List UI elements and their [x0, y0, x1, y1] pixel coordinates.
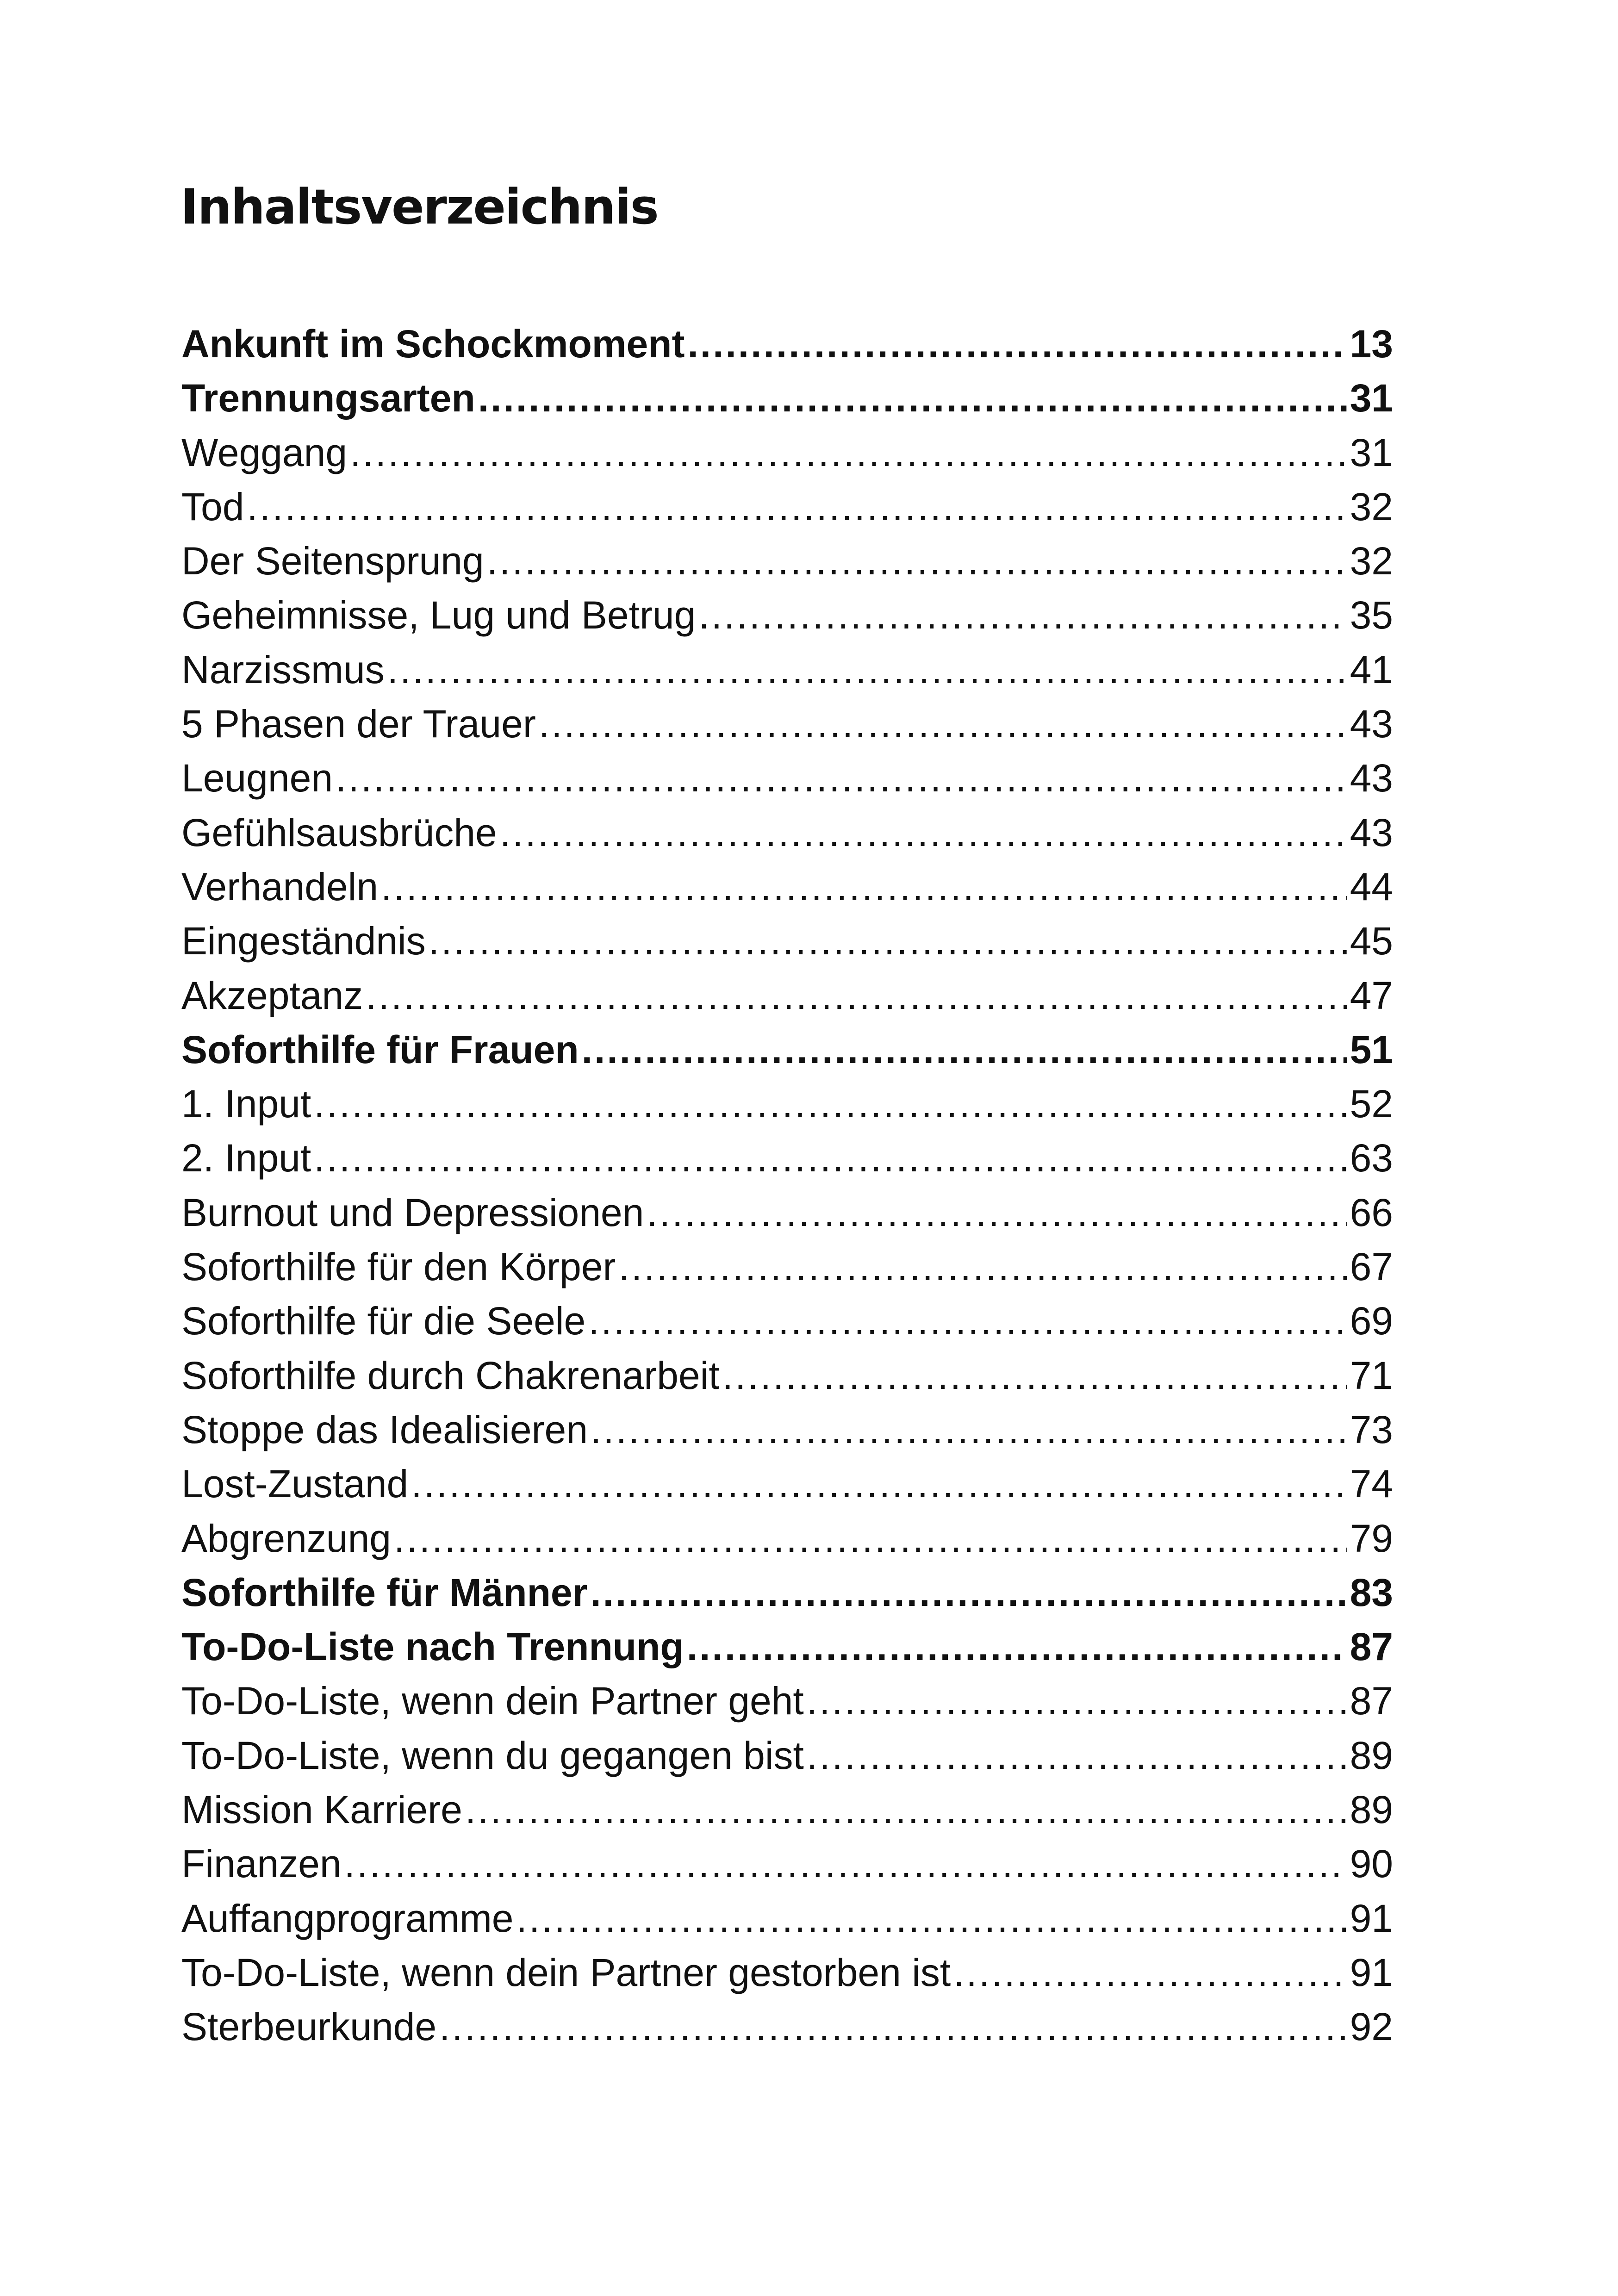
toc-entry[interactable]	[181, 371, 1393, 425]
toc-entry-label: To-Do-Liste, wenn dein Partner geht	[181, 1679, 804, 1723]
toc-entry[interactable]	[181, 1783, 1393, 1837]
toc-entry-page: 91	[1350, 1896, 1393, 1940]
dot-leader	[439, 2000, 1347, 2054]
toc-entry[interactable]	[181, 643, 1393, 697]
dot-leader	[314, 1077, 1347, 1131]
toc-entry[interactable]	[181, 1457, 1393, 1511]
toc-entry-page: 87	[1350, 1679, 1393, 1723]
toc-entry-label: Mission Karriere	[181, 1788, 462, 1832]
toc-entry-label: Narzissmus	[181, 647, 385, 691]
toc-entry[interactable]	[181, 1512, 1393, 1566]
toc-entry[interactable]	[181, 1946, 1393, 2000]
toc-entry[interactable]	[181, 806, 1393, 860]
dot-leader	[429, 914, 1347, 968]
toc-entry-label: Geheimnisse, Lug und Betrug	[181, 593, 696, 637]
toc-entry[interactable]	[181, 1186, 1393, 1240]
toc-entry[interactable]	[181, 1077, 1393, 1131]
toc-entry-page: 66	[1350, 1190, 1393, 1234]
toc-entry[interactable]	[181, 697, 1393, 751]
toc-entry-page: 31	[1350, 376, 1393, 420]
toc-entry-label: Verhandeln	[181, 865, 379, 908]
toc-entry-label: Auffangprogramme	[181, 1896, 514, 1940]
dot-leader	[698, 588, 1347, 642]
toc-entry-page: 69	[1350, 1299, 1393, 1343]
dot-leader	[687, 317, 1347, 371]
toc-entry-label: Soforthilfe für die Seele	[181, 1299, 586, 1343]
toc-entry-label: To-Do-Liste nach Trennung	[181, 1625, 684, 1669]
toc-entry[interactable]	[181, 1294, 1393, 1348]
dot-leader	[687, 1620, 1347, 1674]
toc-entry[interactable]	[181, 588, 1393, 642]
dot-leader	[366, 969, 1347, 1023]
toc-entry-label: Soforthilfe für Männer	[181, 1570, 588, 1614]
toc-entry-page: 43	[1350, 810, 1393, 854]
toc-entry[interactable]	[181, 1729, 1393, 1783]
toc-entry-label: 1. Input	[181, 1082, 311, 1126]
toc-entry[interactable]	[181, 1892, 1393, 1946]
toc-entry-label: Finanzen	[181, 1842, 342, 1886]
dot-leader	[953, 1946, 1347, 2000]
toc-entry[interactable]	[181, 1240, 1393, 1294]
dot-leader	[591, 1403, 1347, 1457]
dot-leader	[582, 1023, 1347, 1077]
toc-entry-page: 71	[1350, 1353, 1393, 1397]
toc-entry[interactable]	[181, 1566, 1393, 1620]
dot-leader	[647, 1186, 1347, 1240]
toc-entry-page: 35	[1350, 593, 1393, 637]
dot-leader	[487, 534, 1347, 588]
toc-entry-page: 74	[1350, 1462, 1393, 1506]
toc-entry-label: Tod	[181, 485, 244, 529]
toc-entry-label: Sterbeurkunde	[181, 2005, 437, 2049]
toc-entry-label: Ankunft im Schockmoment	[181, 322, 685, 366]
dot-leader	[807, 1729, 1347, 1783]
toc-entry-page: 47	[1350, 973, 1393, 1017]
toc-entry-page: 67	[1350, 1245, 1393, 1289]
toc-entry[interactable]	[181, 480, 1393, 534]
toc-entry[interactable]	[181, 1837, 1393, 1891]
toc-entry-page: 91	[1350, 1950, 1393, 1994]
toc-entry-label: 5 Phasen der Trauer	[181, 702, 536, 746]
toc-entry[interactable]	[181, 969, 1393, 1023]
toc-entry-page: 79	[1350, 1516, 1393, 1560]
dot-leader	[539, 697, 1347, 751]
toc-entry-label: Burnout und Depressionen	[181, 1190, 644, 1234]
dot-leader	[500, 806, 1347, 860]
dot-leader	[588, 1294, 1347, 1348]
toc-entry-page: 90	[1350, 1842, 1393, 1886]
toc-entry-page: 43	[1350, 702, 1393, 746]
dot-leader	[411, 1457, 1347, 1511]
dot-leader	[336, 751, 1347, 805]
toc-entry-page: 63	[1350, 1136, 1393, 1180]
dot-leader	[722, 1349, 1347, 1403]
toc-entry-label: Gefühlsausbrüche	[181, 810, 497, 854]
toc-entry-page: 41	[1350, 647, 1393, 691]
dot-leader	[619, 1240, 1347, 1294]
dot-leader	[381, 860, 1347, 914]
toc-entry-label: Stoppe das Idealisieren	[181, 1407, 588, 1451]
toc-entry[interactable]	[181, 1620, 1393, 1674]
toc-entry[interactable]	[181, 1023, 1393, 1077]
toc-entry[interactable]	[181, 1131, 1393, 1185]
toc-entry-page: 43	[1350, 756, 1393, 800]
toc-entry[interactable]	[181, 914, 1393, 968]
dot-leader	[314, 1131, 1347, 1185]
toc-entry-page: 83	[1350, 1570, 1393, 1614]
page-title: Inhaltsverzeichnis	[180, 179, 658, 235]
toc-entry-label: Eingeständnis	[181, 919, 426, 963]
toc-entry-page: 45	[1350, 919, 1393, 963]
toc-entry-page: 32	[1350, 539, 1393, 583]
dot-leader	[807, 1674, 1347, 1728]
toc-entry-label: Der Seitensprung	[181, 539, 484, 583]
toc-entry-label: Soforthilfe für den Körper	[181, 1245, 616, 1289]
toc-entry-page: 13	[1350, 322, 1393, 366]
toc-entry-page: 87	[1350, 1625, 1393, 1669]
toc-entry-page: 89	[1350, 1788, 1393, 1832]
dot-leader	[394, 1512, 1347, 1566]
toc-entry-page: 31	[1350, 430, 1393, 474]
dot-leader	[478, 371, 1347, 425]
dot-leader	[465, 1783, 1347, 1837]
toc-entry-page: 52	[1350, 1082, 1393, 1126]
toc-entry-label: To-Do-Liste, wenn du gegangen bist	[181, 1733, 804, 1777]
toc-entry-label: 2. Input	[181, 1136, 311, 1180]
toc-entry[interactable]	[181, 534, 1393, 588]
toc-entry-label: To-Do-Liste, wenn dein Partner gestorben ist	[181, 1950, 951, 1994]
dot-leader	[387, 643, 1347, 697]
toc-entry[interactable]	[181, 426, 1393, 480]
toc-entry-label: Trennungsarten	[181, 376, 475, 420]
toc-entry-label: Lost-Zustand	[181, 1462, 409, 1506]
toc-entry-page: 51	[1350, 1027, 1393, 1071]
toc-entry-page: 44	[1350, 865, 1393, 908]
dot-leader	[247, 480, 1347, 534]
dot-leader	[517, 1892, 1347, 1946]
toc-entry[interactable]	[181, 1674, 1393, 1728]
toc-entry[interactable]	[181, 2000, 1393, 2054]
dot-leader	[590, 1566, 1347, 1620]
toc-entry-page: 89	[1350, 1733, 1393, 1777]
toc-entry[interactable]	[181, 317, 1393, 371]
toc-entry-label: Soforthilfe durch Chakrenarbeit	[181, 1353, 720, 1397]
dot-leader	[350, 426, 1347, 480]
toc-entry-label: Akzeptanz	[181, 973, 363, 1017]
table-of-contents	[181, 317, 1393, 2054]
toc-entry-page: 92	[1350, 2005, 1393, 2049]
toc-entry-page: 32	[1350, 485, 1393, 529]
dot-leader	[344, 1837, 1347, 1891]
toc-entry[interactable]	[181, 860, 1393, 914]
toc-entry[interactable]	[181, 751, 1393, 805]
toc-entry-label: Abgrenzung	[181, 1516, 392, 1560]
toc-entry-label: Weggang	[181, 430, 348, 474]
toc-entry-label: Soforthilfe für Frauen	[181, 1027, 579, 1071]
toc-entry-label: Leugnen	[181, 756, 333, 800]
toc-entry[interactable]	[181, 1403, 1393, 1457]
toc-entry[interactable]	[181, 1349, 1393, 1403]
toc-entry-page: 73	[1350, 1407, 1393, 1451]
